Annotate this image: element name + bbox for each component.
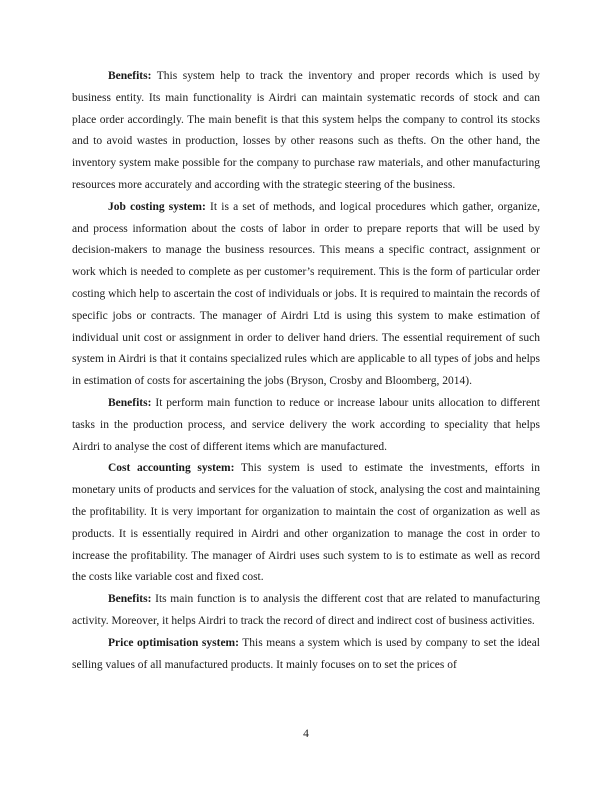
paragraph-cost-accounting-benefits [72, 589, 540, 633]
paragraph-text: Its main function is to analysis the different cost that are related to manufacturing activity. Moreover, it helps Airdri to track the record of direct and indirect cost of business activities. [72, 593, 540, 627]
paragraph-heading: Job costing system: [108, 200, 206, 213]
paragraph-job-costing-system [72, 197, 540, 393]
paragraph-inventory-benefits [72, 66, 540, 197]
paragraph-text: This system help to track the inventory and proper records which is used by business entity. Its main functionality is Airdri can maintain systematic records of stock and can place order accordingly. The main benefit is that this system helps the company to control its stocks and to avoid wastes in production, losses by other reasons such as thefts. On the other hand, the inventory system make possible for the company to purchase raw materials, and other manufacturing resources more accurately and according with the strategic steering of the business. [72, 70, 540, 191]
paragraph-heading: Benefits: [108, 396, 152, 409]
page-number: 4 [303, 728, 309, 740]
paragraph-heading: Benefits: [108, 593, 152, 606]
paragraph-text: It is a set of methods, and logical procedures which gather, organize, and process information about the costs of labor in order to prepare reports that will be used by decision-makers to manage the business resources. This means a specific contract, assignment or work which is needed to complete as per customer’s requirement. This is the form of particular order costing which help to ascertain the cost of individuals or jobs. It is required to maintain the records of specific jobs or contracts. The manager of Airdri Ltd is using this system to make estimation of individual unit cost or assignment in order to deliver hand driers. The essential requirement of such system in Airdri is that it contains specialized rules which are applicable to all types of jobs and helps in estimation of costs for ascertaining the jobs (Bryson, Crosby and Bloomberg, 2014). [72, 200, 540, 388]
paragraph-text: It perform main function to reduce or increase labour units allocation to different tasks in the production process, and service delivery the work according to speciality that helps Airdri to analyse the cost of different items which are manufactured. [72, 396, 540, 453]
paragraph-heading: Benefits: [108, 70, 152, 82]
paragraph-text: This system is used to estimate the investments, efforts in monetary units of products and services for the valuation of stock, analysing the cost and maintaining the profitability. It is very important for organization to maintain the cost of organization as well as products. It is essentially required in Airdri and other organization to manage the cost in order to increase the profitability. The manager of Airdri uses such system to is to estimate as well as record the costs like variable cost and fixed cost. [72, 462, 540, 584]
paragraph-price-optimisation-system [72, 633, 540, 677]
paragraph-cost-accounting-system [72, 458, 540, 589]
paragraph-text: This means a system which is used by company to set the ideal selling values of all manufactured products. It mainly focuses on to set the prices of [72, 636, 541, 671]
paragraph-heading: Cost accounting system: [108, 462, 235, 475]
document-body [72, 66, 540, 676]
paragraph-job-costing-benefits [72, 393, 540, 458]
paragraph-heading: Price optimisation system: [108, 636, 239, 649]
